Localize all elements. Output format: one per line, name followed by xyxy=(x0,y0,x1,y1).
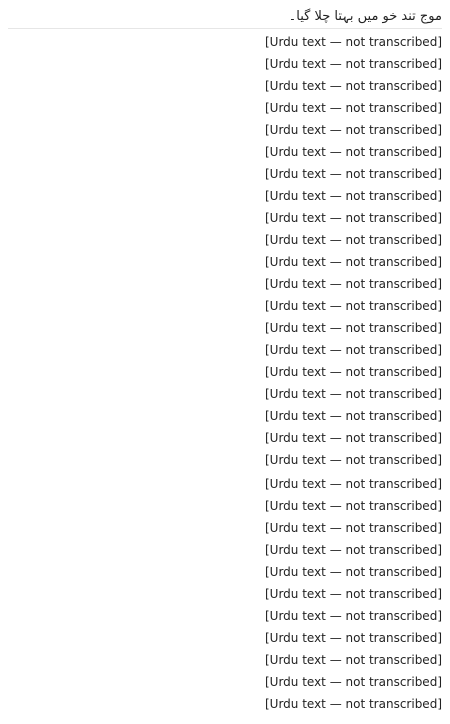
body-line: [Urdu text — not transcribed] xyxy=(264,631,442,645)
body-line: [Urdu text — not transcribed] xyxy=(264,35,442,49)
body-line: [Urdu text — not transcribed] xyxy=(264,365,442,379)
body-line: [Urdu text — not transcribed] xyxy=(264,277,442,291)
body-line: [Urdu text — not transcribed] xyxy=(264,653,442,667)
body-line: [Urdu text — not transcribed] xyxy=(264,233,442,247)
body-line: [Urdu text — not transcribed] xyxy=(264,255,442,269)
body-line: [Urdu text — not transcribed] xyxy=(264,453,442,467)
body-line: [Urdu text — not transcribed] xyxy=(264,57,442,71)
body-line: [Urdu text — not transcribed] xyxy=(264,343,442,357)
body-line: [Urdu text — not transcribed] xyxy=(264,499,442,513)
body-line: [Urdu text — not transcribed] xyxy=(264,521,442,535)
body-line: [Urdu text — not transcribed] xyxy=(264,477,442,491)
body-line: [Urdu text — not transcribed] xyxy=(264,167,442,181)
body-line: [Urdu text — not transcribed] xyxy=(264,101,442,115)
body-line: [Urdu text — not transcribed] xyxy=(264,675,442,689)
body-line: [Urdu text — not transcribed] xyxy=(264,697,442,711)
body-line: [Urdu text — not transcribed] xyxy=(264,409,442,423)
body-line: [Urdu text — not transcribed] xyxy=(264,189,442,203)
body-line: [Urdu text — not transcribed] xyxy=(264,211,442,225)
body-line: [Urdu text — not transcribed] xyxy=(264,79,442,93)
body-line: [Urdu text — not transcribed] xyxy=(264,587,442,601)
body-line: [Urdu text — not transcribed] xyxy=(264,123,442,137)
body-line: [Urdu text — not transcribed] xyxy=(264,145,442,159)
page-heading: موج تند خو میں بہتا چلا گیا۔ xyxy=(8,6,442,29)
body-line: [Urdu text — not transcribed] xyxy=(264,299,442,313)
body-line: [Urdu text — not transcribed] xyxy=(264,387,442,401)
body-line: [Urdu text — not transcribed] xyxy=(264,431,442,445)
body-line: [Urdu text — not transcribed] xyxy=(264,609,442,623)
body-line: [Urdu text — not transcribed] xyxy=(264,565,442,579)
body-line: [Urdu text — not transcribed] xyxy=(264,543,442,557)
body-line: [Urdu text — not transcribed] xyxy=(264,321,442,335)
